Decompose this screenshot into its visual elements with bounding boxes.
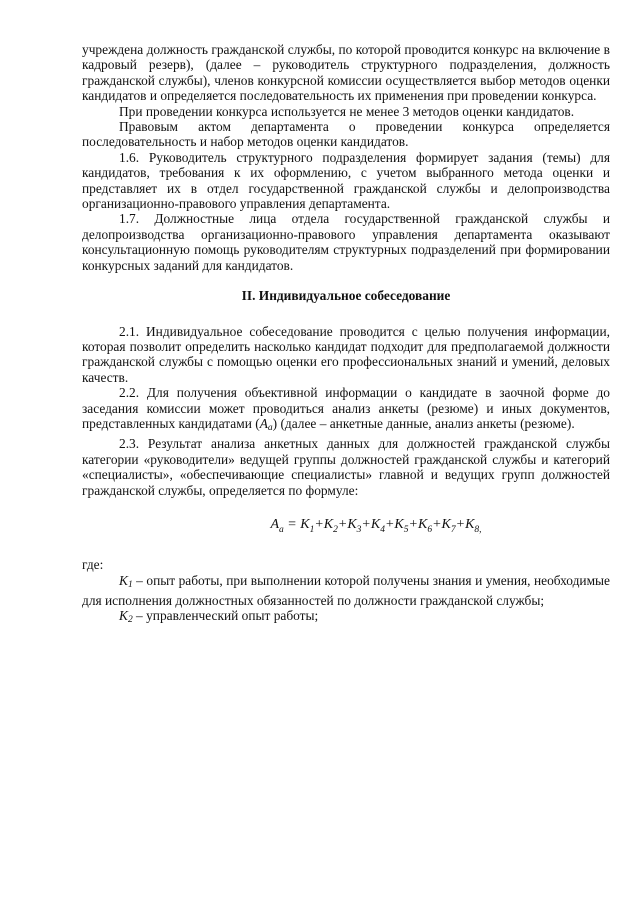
formula-plus: +: [337, 516, 348, 532]
k2-text: – управленческий опыт работы;: [132, 608, 319, 624]
formula-equals: =: [283, 516, 301, 532]
formula-term-k1-subscript: 1: [309, 524, 315, 535]
formula-term-k7-subscript: 7: [450, 524, 456, 535]
formula-term-k8-subscript: 8: [474, 524, 480, 535]
where-label: где:: [82, 557, 104, 573]
paragraph-2-3: 2.3. Результат анализа анкетных данных для должностей гражданской службы категории «руководители» ведущей группы должностей гражданской службы и категорий «специалисты», «обеспечивающие специалисты» главной и ведущих групп должностей гражданской службы, определяется по формуле:: [82, 436, 610, 498]
paragraph-2-2-part-a: 2.2. Для получения объективной информации о кандидате в заочной форме до заседания комиссии может проводиться анализ анкеты (резюме) и иных документов, представленных кандидатами (: [82, 385, 610, 431]
k1-variable: K: [119, 572, 128, 588]
definition-k1: [82, 573, 610, 609]
formula-term-k2: K: [323, 516, 334, 532]
formula-term-k4: K: [370, 516, 381, 532]
paragraph-continuation: учреждена должность гражданской службы, по которой проводится конкурс на включение в кадровый резерв), (далее – руководитель структурного подразделения, должность гражданской службы), членов конкурсной комиссии осуществляется выбор методов оценки кандидатов и определяется последовательность их применения при проведении конкурса.: [82, 42, 610, 104]
paragraph-1-7: 1.7. Должностные лица отдела государственной гражданской службы и делопроизводства организационно-правового управления департамента оказывают консультационную помощь руководителям структурных подразделений при формировании конкурсных заданий для кандидатов.: [82, 211, 610, 273]
formula: [82, 517, 610, 538]
formula-term-k5: K: [394, 516, 404, 532]
paragraph-2-2: [82, 385, 610, 436]
k2-subscript: 2: [127, 615, 133, 626]
formula-plus: +: [384, 516, 395, 532]
paragraph-legal-act: Правовым актом департамента о проведении конкурса определяется последовательность и набор методов оценки кандидатов.: [82, 119, 610, 150]
formula-term-k6-subscript: 6: [427, 524, 433, 535]
k1-text: – опыт работы, при выполнении которой получены знания и умения, необходимые для исполнения должностных обязанностей по должности гражданской службы;: [82, 572, 610, 608]
formula-term-k6: K: [417, 516, 428, 532]
k2-variable: K: [119, 608, 128, 624]
formula-plus: +: [361, 516, 371, 532]
k1-subscript: 1: [127, 579, 133, 590]
formula-terms: [300, 516, 482, 535]
formula-term-k4-subscript: 4: [380, 524, 385, 535]
formula-term-k8: K: [465, 516, 475, 532]
formula-term-k3-subscript: 3: [356, 524, 362, 535]
formula-plus: +: [314, 516, 324, 532]
paragraph-methods-count: При проведении конкурса используется не менее 3 методов оценки кандидатов.: [119, 103, 575, 119]
definition-k2: [82, 608, 610, 628]
formula-lhs-subscript: a: [279, 524, 284, 535]
formula-term-k5-subscript: 5: [403, 524, 409, 535]
formula-term-k2-subscript: 2: [333, 524, 338, 535]
formula-plus: +: [432, 516, 442, 532]
formula-tail: ,: [479, 524, 482, 535]
formula-plus: +: [455, 516, 466, 532]
formula-lhs: A: [270, 516, 280, 532]
paragraph-2-2-part-b: ) (далее – анкетные данные, анализ анкеты (резюме).: [272, 415, 575, 431]
document-page: [82, 42, 610, 629]
paragraph-2-1: 2.1. Индивидуальное собеседование проводится с целью получения информации, которая позволит определить насколько кандидат подходит для предполагаемой должности гражданской службы с помощью оценки его профессиональных знаний и умений, деловых качеств.: [82, 323, 610, 385]
paragraph-1-6: 1.6. Руководитель структурного подразделения формирует задания (темы) для кандидатов, требования к их оформлению, с учетом выбранного метода оценки и представляет их в отдел государственной гражданской службы и делопроизводства организационно-правового управления департамента.: [82, 149, 610, 212]
variable-a: A: [259, 415, 268, 431]
formula-term-k7: K: [441, 516, 451, 532]
formula-term-k3: K: [347, 516, 357, 532]
variable-a-subscript: a: [267, 422, 273, 433]
formula-term-k1: K: [300, 516, 310, 532]
formula-plus: +: [408, 516, 418, 532]
section-title: II. Индивидуальное собеседование: [241, 288, 451, 304]
